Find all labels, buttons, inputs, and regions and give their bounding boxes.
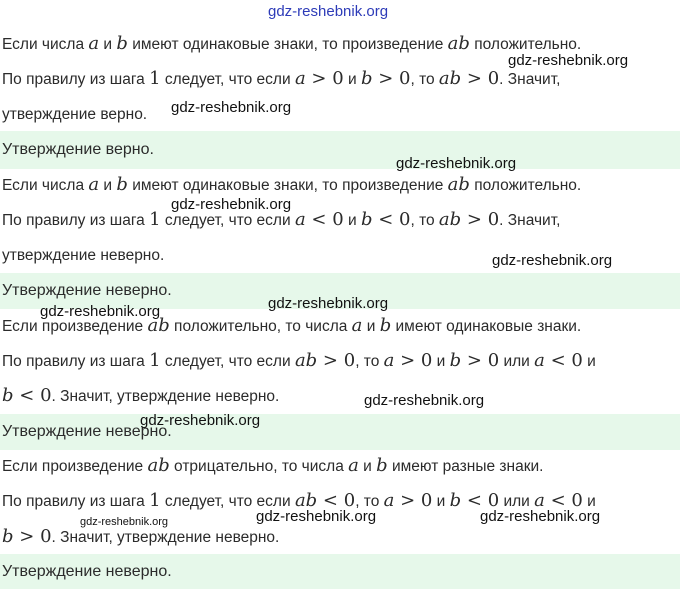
watermark: gdz-reshebnik.org bbox=[171, 99, 292, 116]
block3-line3: b < 0. Значит, утверждение неверно. bbox=[2, 385, 280, 406]
watermark: gdz-reshebnik.org bbox=[396, 155, 517, 172]
watermark: gdz-reshebnik.org bbox=[364, 392, 485, 409]
watermark: gdz-reshebnik.org bbox=[171, 196, 292, 213]
block3-result-band bbox=[0, 414, 680, 450]
block3-line2: По правилу из шага 1 следует, что если ab > 0, то a > 0 и b > 0 или a < 0 и bbox=[2, 350, 596, 371]
block4-line1: Если произведение ab отрицательно, то числа a и b имеют разные знаки. bbox=[2, 455, 544, 476]
block1-result: Утверждение верно. bbox=[2, 141, 154, 158]
block1-line2: По правилу из шага 1 следует, что если a > 0 и b > 0, то ab > 0. Значит, bbox=[2, 68, 561, 89]
watermark: gdz-reshebnik.org bbox=[480, 508, 601, 525]
watermark: gdz-reshebnik.org bbox=[508, 52, 629, 69]
block4-line2: По правилу из шага 1 следует, что если ab < 0, то a > 0 и b < 0 или a < 0 и bbox=[2, 490, 596, 511]
block1-line3: утверждение верно. bbox=[2, 106, 148, 123]
watermark: gdz-reshebnik.org bbox=[268, 3, 389, 20]
block4-line3: b > 0. Значит, утверждение неверно. bbox=[2, 526, 280, 547]
watermark: gdz-reshebnik.org bbox=[80, 516, 169, 528]
block3-line1: Если произведение ab положительно, то числа a и b имеют одинаковые знаки. bbox=[2, 315, 582, 336]
watermark: gdz-reshebnik.org bbox=[492, 252, 613, 269]
watermark: gdz-reshebnik.org bbox=[256, 508, 377, 525]
block2-line1: Если числа a и b имеют одинаковые знаки, то произведение ab положительно. bbox=[2, 174, 582, 195]
watermark: gdz-reshebnik.org bbox=[40, 303, 161, 320]
block2-result: Утверждение неверно. bbox=[2, 282, 172, 299]
watermark: gdz-reshebnik.org bbox=[268, 295, 389, 312]
watermark: gdz-reshebnik.org bbox=[140, 412, 261, 429]
block4-result: Утверждение неверно. bbox=[2, 563, 172, 580]
block3-result: Утверждение неверно. bbox=[2, 423, 172, 440]
block1-result-band bbox=[0, 131, 680, 169]
block2-line3: утверждение неверно. bbox=[2, 247, 165, 264]
block1-line1: Если числа a и b имеют одинаковые знаки, то произведение ab положительно. bbox=[2, 33, 582, 54]
block2-line2: По правилу из шага 1 следует, что если a < 0 и b < 0, то ab > 0. Значит, bbox=[2, 209, 561, 230]
block4-result-band bbox=[0, 554, 680, 589]
